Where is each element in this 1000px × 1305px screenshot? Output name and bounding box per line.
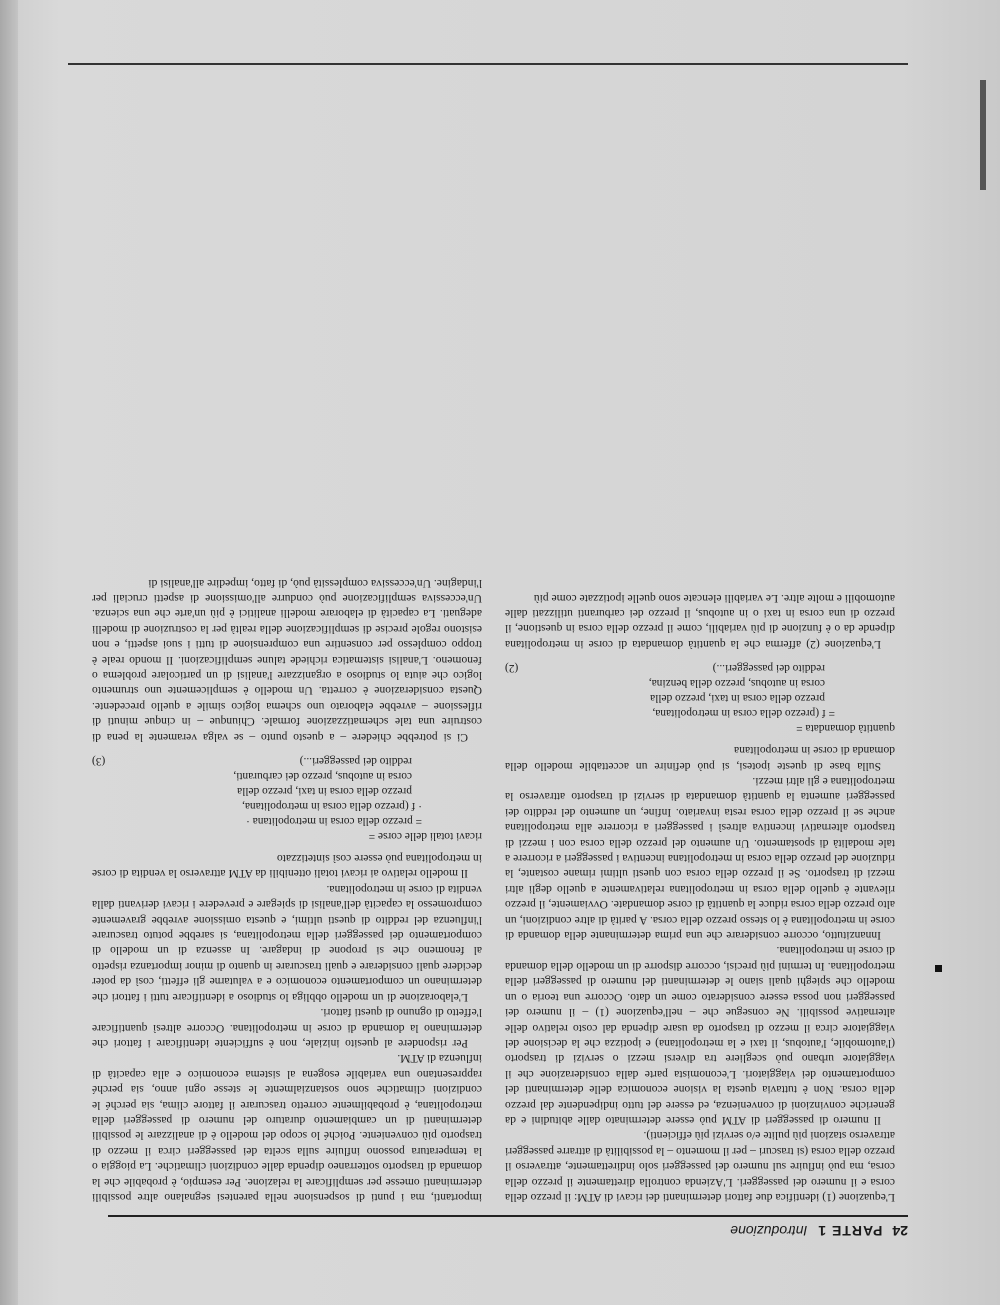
paragraph: Innanzitutto, occorre considerare che una prima determinante della domanda di corse in metropolitana è lo stesso prezzo della corsa. A parità di altre condizioni, un alto prezzo della corsa riduce la quantità di corse domandate. Ovviamente, il prezzo rilevante è quello della corsa in metropolitana relativamente a quello degli altri mezzi di trasporto. Se il prezzo della corsa con questi ultimi rimane costante, la riduzione del prezzo della corsa in metropolitana incentiva i passeggeri a ricorrere a tale modalità di spostamento. Un aumento del prezzo della corsa con i mezzi di trasporto alternativi incentiva altresì i passeggeri a ricorrere alla metropolitana anche se il prezzo della corsa resta invariato. Infine, un aumento del reddito dei passeggeri aumenta la quantità domandata di servizi di trasporto attraverso la metropolitana e gli altri mezzi. [505,775,895,943]
equation-line: prezzo della corsa in taxi, prezzo della [650,691,825,704]
equation-2 [505,660,895,735]
equation-line: reddito dei passeggeri...) [299,754,412,767]
equation-line: corsa in autobus, prezzo della benzina, [648,676,825,689]
page-number: 24 [892,1223,908,1239]
equation-line: = prezzo della corsa in metropolitana · [246,814,422,827]
equation-line: prezzo della corsa in taxi, prezzo della [237,784,412,797]
part-label: PARTE 1 [817,1223,883,1239]
equation-lhs: ricavi totali delle corse = [368,829,482,842]
equation-number: (3) [92,754,106,767]
equation-lhs: quantità domandata = [796,721,895,734]
equation-3 [92,753,482,843]
equation-line: · f (prezzo della corsa in metropolitana, [242,799,422,812]
paragraph: Per rispondere al quesito iniziale, non è sufficiente identificare i fattori che determinano la domanda di corse in metropolitana. Occorre altresì quantificare l'effetto di ognuno di questi fattori. [92,1006,482,1050]
equation-number: (2) [505,661,519,674]
paragraph: L'equazione (1) identifica due fattori determinanti dei ricavi di ATM: il prezzo della corsa e il numero dei passeggeri. L'Azienda controlla direttamente il prezzo della corsa, ma può influire sul numero dei passeggeri solo indirettamente, attraverso il prezzo della corsa (si trascuri – per il momento – la possibilità di attrarre passeggeri attraverso stazioni più pulite e/o servizi più efficienti). [505,1129,895,1204]
running-head [108,1215,908,1263]
paragraph: Ci si potrebbe chiedere – a questo punto – se valga veramente la pena di costruire una tale schematizzazione formale. Chiunque – in cinque minuti di riflessione – avrebbe elaborato uno schema logico simile a quello precedente. Questa considerazione è corretta. Un modello è semplicemente uno strumento logico che aiuta lo studioso a organizzare l'analisi di un particolare problema o fenomeno. L'analisi sistematica richiede talune semplificazioni. Il mondo reale è troppo complesso per consentire una comprensione di tutti i suoi aspetti, e non esistono regole precise di semplificazione della realtà per la costruzione di modelli adeguati. La capacità di elaborare modelli analitici è più un'arte che una scienza. Un'eccessiva semplificazione può condurre all'omissione di aspetti cruciali per l'indagine. Un'eccessiva complessità può, di fatto, impedire all'analisi di [92,576,482,744]
paragraph: Il modello relativo ai ricavi totali ottenibili da ATM attraverso la vendita di corse in metropolitana può essere così sintetizzato [92,852,482,881]
paragraph: L'equazione (2) afferma che la quantità domandata di corse in metropolitana dipende da o è funzione di più variabili, come il prezzo della corsa in questione, il prezzo di una corsa in taxi o in autobus, il prezzo dei carburanti utilizzati dalle automobili e molte altre. Le variabili elencate sono quelle ipotizzate come più [505,591,895,651]
paragraph: L'elaborazione di un modello obbliga lo studioso a identificare tutti i fattori che determinano un comportamento economico e a valutarne gli effetti, così da poter decidere quali considerare e quali trascurare in quanto di minor importanza rispetto al fenomeno che si propone di indagare. In assenza di un modello di comportamento dei passeggeri della metropolitana, si sarebbe potuto trascurare l'influenza del reddito di questi ultimi, e questa omissione avrebbe gravemente compromesso la capacità dell'analisi di spiegare e prevedere i ricavi derivanti dalla vendita di corse in metropolitana. [92,882,482,1004]
paragraph: Il numero di passeggeri di ATM può essere determinato dalle abitudini e da generiche convinzioni di convenienza, ed essere del tutto indipendente dal prezzo della corsa. Non è tuttavia questa la visione economica delle determinanti del comportamento dei viaggiatori. L'economista parte dalla considerazione che il viaggiatore urbano può scegliere tra diversi mezzi o servizi di trasporto (l'automobile, l'autobus, il taxi e la metropolitana) e ipotizza che la decisione del viaggiatore circa il mezzo di trasporto da usare dipenda dal costo relativo delle alternative possibili. Ne consegue che – nell'equazione (1) – il numero dei passeggeri non possa essere considerato come un dato. Occorre una teoria o un modello che spieghi quali siano le determinanti del numero di passeggeri della metropolitana. In termini più precisi, occorre disporre di un modello della domanda di corse in metropolitana. [505,944,895,1127]
paragraph: importanti, ma i punti di sospensione nella parentesi segnalano altre possibili determinanti omesse per semplificare la relazione. Per esempio, è probabile che la domanda di trasporto sotterraneo dipenda dalle condizioni climatiche. La pioggia o la temperatura possono influire sulla scelta dei passeggeri circa il mezzo di trasporto più conveniente. Poiché lo scopo del modello è di analizzare le possibili determinanti di un cambiamento duraturo del numero di passeggeri della metropolitana, è probabilmente corretto trascurare il fattore clima, sia perché le condizioni climatiche sono sostanzialmente le stesse ogni anno, sia perché rappresentano una variabile esogena al sistema economico e alla capacità di influenza di ATM. [92,1052,482,1204]
left-column [505,590,895,1205]
equation-line: reddito dei passeggeri...) [712,661,825,674]
equation-line: = f (prezzo della corsa in metropolitana, [652,706,835,719]
equation-line: corsa in autobus, prezzo dei carburanti, [233,769,412,782]
right-column [92,575,482,1205]
bottom-rule [68,63,908,65]
paragraph: Sulla base di queste ipotesi, si può definire un accettabile modello della domanda di corse in metropolitana [505,744,895,773]
section-label: Introduzione [730,1223,808,1239]
